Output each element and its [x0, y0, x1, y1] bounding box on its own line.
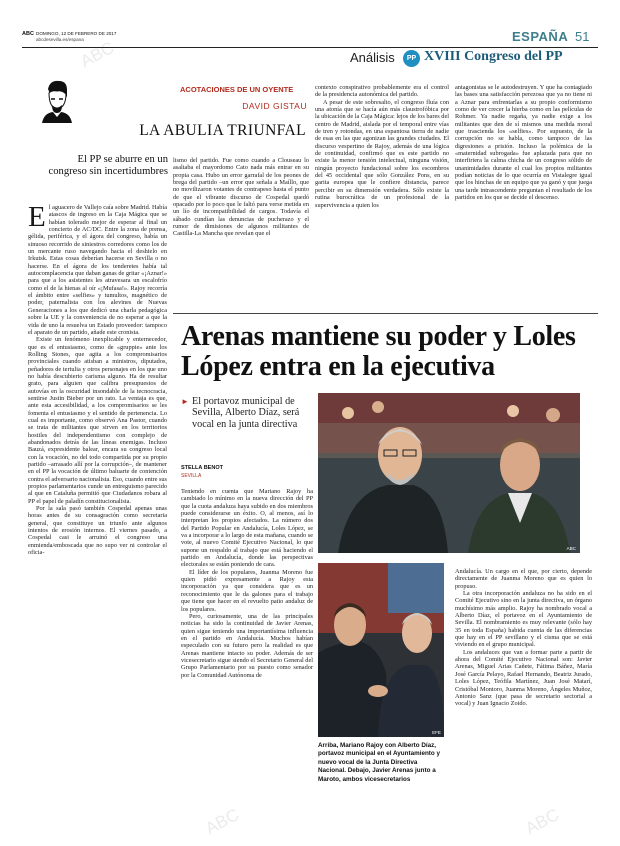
brand-logo: ABC: [22, 31, 34, 37]
paragraph: A pesar de este sobresalto, el congreso fluía con una atonía que se hacía aún más claustrofóbica por la ubicación de la Caja Mágica: lejos de los bares del centro de Madrid, aislada por el temporal entre vías de tren y rotondas, en una espantosa tierra de nadie de esas en las que agonizan las grandes ciudades. El discurso vespertino de Rajoy, además de una lógica de continuidad, confirmó que es este partido no existe la menor tensión intelectual, ninguna visión, ningún proyecto fundacional sobre los escombros del 45 occidental que sólo González Pons, en su garita europea que le confiere distancia, parece percibir en su dimensión verdadera. Sólo existe la rutina burocrática de un profesional de la supervivencia a quien los: [315, 98, 449, 209]
page-number: 51: [575, 29, 590, 44]
congress-title: XVIII Congreso del PP: [424, 49, 563, 64]
article-body-b: [455, 568, 592, 838]
article-subhead: [181, 396, 311, 430]
paragraph: El líder de los populares, Juanma Moreno fue quien pidió expresamente a Rajoy esta incorporación ya que considera que es un reconocimiento que le da galones para el trabajo que tiene que hacer en el revuelto patio andaluz de los populares.: [181, 568, 313, 613]
bullet-icon: ►: [181, 397, 189, 406]
section-name: ESPAÑA: [512, 29, 569, 44]
byline-name: STELLA BENOT: [181, 465, 223, 471]
paragraph: lismo del partido. Fue como cuando a Clouseau lo asaltaba el mayordomo Cato nada más entrar en su propia casa. Hubo un error garrafal de los peones de brega del partido –un error que señala a Maíllo, que no movilizaron votantes de contrapeso hasta el punto de que el vibrante discurso de Cospedal quedó opacado por lo poco que le faltó para verse metida en un lío de incompatibilidad de cargos. Todavía el sábado cundían las denuncias de pucherazo y el rumor de dimisiones de algunos militantes de Castilla-La Mancha que revelan que el: [173, 157, 309, 238]
paragraph: Pero, curiosamente, una de las principales noticias ha sido la continuidad de Javier Arenas, quien sigue teniendo una importantísima influencia en el partido en Andalucía. Muchos habían especulado con su futuro pero la realidad es que Arenas mantiene intacto su poder. Además de ser vicesecretario sigue siendo el Secretario General del Grupo Parlamentario por su puesto como senador por la Comunidad Autónoma de: [181, 612, 313, 679]
photo-credit: EFE: [432, 730, 441, 735]
analysis-label: Análisis: [350, 50, 395, 65]
paragraph: l aguacero de Vallejo caía sobre Madrid. Había atascos de ingreso en la Caja Mágica que se habían tolerado mejor de esperar al final un concierto de AC/DC. Entre la zona de prensa, gélida, periférica, y el ágora del congreso, había un sinuoso recorrido de siniestros corredores como los de un mercante ruso navegando hacia el deshielo en Irkutsk. Estas cosas deberían hacerse en Sevilla o no hacerse. En el ágora de los tenderetes había tal autocomplacencia que daban ganas de gritar «¡Aznar!» para que a los asistentes les atravesara un escalofrío como el de la hienas al oír «¡Mufasa!». Rajoy recorría el ámbito entre «selfies» y tumultos, magnético de poder, paternalista con los alevines de Nuevas Generaciones a los que dedicó una charla pedagógica sobre la UE y la conveniencia de no esperar a que la vida de uno la resuelva un Estado proveedor: tampoco el aparato de un partido, añade este cronista.: [28, 204, 167, 336]
paragraph: Teniendo en cuenta que Mariano Rajoy ha cambiado lo mínimo en la nueva dirección del PP que la cuota andaluza haya subido en dos miembros puede considerarse un éxito. O, al menos, así lo interpretan los propios afectados. La número dos del Partido Popular en Andalucía, Loles López, se va a incorporar a lo largo de esta mañana, cuando se vote, al nuevo Comité Ejecutivo Nacional, lo que supone un respaldo al trabajo que está haciendo el partido en Andalucía, donde las perspectivas electorales se están poniendo de cara.: [181, 488, 313, 569]
column-body-4: [455, 84, 592, 297]
column-body-2: [173, 157, 309, 298]
article-body-a: [181, 488, 313, 838]
article-rule: [173, 313, 598, 314]
section-url: abcdesevilla.es/espana: [36, 37, 84, 42]
paragraph: Existe un fenómeno inexplicable y enternecedor, que es el entusiasmo, como de «gruppie» ante los Rolling Stones, que agita a los compromisarios provinciales cuando atisban a ministros, diputados, peñadores de tertulia y otros personajes en los que uno no había descubierto carisma alguno. Ha de resultar grato, para alguien que calibra presupuestos de autovías en la oscuridad insondable de la tecnocracia, sentirse Justin Bieber por un rato. La ventaja es que, ante esta accesibilidad, a los compromisarios se les fomenta el entusiasmo y el sentido de pertenencia. Lo cual es importante, como observó Ana Pastor, cuando se trata de militantes que sirven en los territorios hostiles del independentismo con complejo de abandonados detrás de las líneas enemigas. Incluso Bauzá, expresidente balear, encara su congreso local con la vocación, no del todo compartida por su propio partido –arrasado allí por la corrupción–, de mantener en el PP la vocación de último baluarte de contención contra el adversario nacionalista. Eso, cuando entre sus propios parlamentarios cunde un entreguismo parecido al que en Cataluña permitió que Ciudadanos robara al PP el papel de paladín constitucionalista.: [28, 336, 167, 505]
paragraph: Por la sala pasó también Cospedal apenas unas horas antes de su consagración como secretaria general, que constituye un triunfo ante algunos intentos de erosión internos. El viernes pasado, a Cospedal casi le arruinó el congreso una enmienda/emboscada que no supo ver ni controlar el oficia-: [28, 505, 167, 557]
paragraph: contexto conspirativo probablemente era el control de la presidencia autonómica del partido.: [315, 84, 449, 99]
photo-illustration: [318, 393, 580, 553]
issue-date: DOMINGO, 12 DE FEBRERO DE 2017: [36, 31, 117, 36]
watermark: ABC: [77, 37, 118, 72]
dropcap: E: [28, 204, 46, 233]
byline-city: SEVILLA: [181, 473, 202, 479]
paragraph: Los andaluces que van a formar parte a partir de ahora del Comité Ejecutivo Nacional son: Javier Arenas, Miguel Arias Cañete, Fátima Báñez, María José García Pelayo, Rafael Hernando, Beatriz Jurado, Loles López, Teófila Martínez, Juan José Matarí, Cristóbal Montoro, Juanma Moreno, Ángeles Muñoz, Antonio Sanz (que pasa de secretario sectorial a vocal) y Juan Ignacio Zoido.: [455, 648, 592, 708]
author-portrait: [34, 77, 78, 123]
column-kicker: ACOTACIONES DE UN OYENTE: [180, 85, 294, 94]
column-subtitle: El PP se aburre en un congreso sin incertidumbres: [48, 154, 168, 177]
analysis-banner: [350, 49, 600, 69]
watermark: ABC: [202, 804, 243, 839]
paragraph: Andalucía. Un cargo en el que, por cierto, depende directamente de Juanma Moreno que es quien lo propuso.: [455, 568, 592, 590]
subhead-text: El portavoz municipal de Sevilla, Alberto Díaz, será vocal en la junta directiva: [192, 396, 300, 430]
pp-badge: PP: [403, 50, 420, 67]
photo-illustration: [318, 563, 444, 737]
photo-arenas-maroto: [318, 563, 444, 737]
paragraph: La otra incorporación andaluza no ha sido en el Comité Ejecutivo sino en la junta directiva, un órgano muchísimo más amplio. Rajoy ha nombrado vocal a Alberto Díaz, el portavoz en el Ayuntamiento de Sevilla. El nombramiento es muy relevante (sólo hay 35 en toda España) habida cuenta de las diferencias que hay en el PP sevillano y el cisma que se está viviendo en el grupo municipal.: [455, 590, 592, 649]
column-title: LA ABULIA TRIUNFAL: [139, 122, 306, 139]
column-body-1: [28, 204, 167, 836]
column-author: DAVID GISTAU: [242, 101, 307, 111]
photo-credit: ABC: [566, 546, 576, 551]
paragraph: antagonistas se le autodestruyen. Y que ha contagiado las bases una satisfacción perezosa que ya no tiene ni a Aznar para enfrentarlas a su propio conformismo como de ver crecer la hierba como en las películas de Rohmer. Ya nadie regaña, ya nadie exige a los militantes que den de sí mismos una medida moral que trascienda los «selfies». Por supuesto, de la corrupción no se habla, como tampoco de las digresiones a prisión. Incluso la polémica de la «maternidad subrogada» fue aplazada para que no interfiriera la calma chicha de un congreso sólido de unanimidades durante el cual los propios militantes podían noticias de lo que ocurría en Vistalegre igual que los hinchas de un equipo que ya ganó y que juega una tarde intrascendente preguntan el resultado de los partidos en los que se decide el descenso.: [455, 84, 592, 202]
photo-caption: Arriba, Mariano Rajoy con Alberto Díaz, portavoz municipal en el Ayuntamiento y nuevo vocal de la Junta Directiva Nacional. Debajo, Javier Arenas junto a Maroto, ambos vicesecretarios: [318, 742, 440, 783]
article-headline: Arenas mantiene su poder y Loles López entra en la ejecutiva: [181, 321, 576, 382]
photo-rajoy-diaz: [318, 393, 580, 553]
column-body-3: [315, 84, 449, 297]
watermark: ABC: [522, 804, 563, 839]
